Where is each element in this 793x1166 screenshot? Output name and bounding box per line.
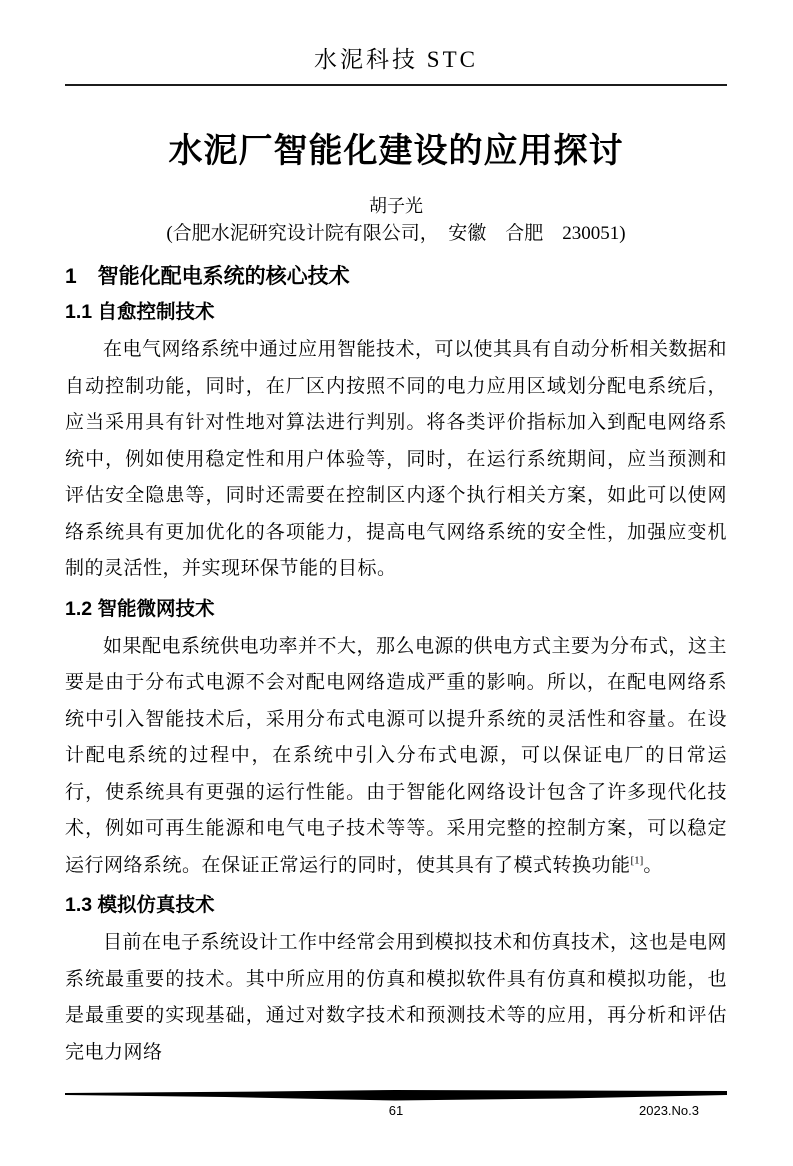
section-1-2-text: 如果配电系统供电功率并不大，那么电源的供电方式主要为分布式，这主要是由于分布式电源不会对配电网络造成严重的影响。所以，在配电网络系统中引入智能技术后，采用分布式电源可以提升系统的灵活性和容量。在设计配电系统的过程中，在系统中引入分布式电源，可以保证电厂的日常运行，使系统具有更强的运行性能。由于智能化网络设计包含了许多现代化技术，例如可再生能源和电气电子技术等等。采用完整的控制方案，可以稳定运行网络系统。在保证正常运行的同时，使其具有了模式转换功能 xyxy=(65,635,728,876)
section-1-3-paragraph: 目前在电子系统设计工作中经常会用到模拟技术和仿真技术，这也是电网系统最重要的技术。其中所应用的仿真和模拟软件具有仿真和模拟功能，也是最重要的实现基础，通过对数字技术和预测技术等的应用，再分析和评估完电力网络 xyxy=(65,932,728,1063)
issue-number: 2023.No.3 xyxy=(639,1103,699,1118)
article-title: 水泥厂智能化建设的应用探讨 xyxy=(168,132,624,170)
header-rule xyxy=(65,84,727,86)
section-1-2-heading: 1.2 智能微网技术 xyxy=(65,597,215,620)
running-header xyxy=(65,44,727,86)
section-1-1-paragraph: 在电气网络系统中通过应用智能技术，可以使其具有自动分析相关数据和自动控制功能，同时，在厂区内按照不同的电力应用区域划分配电系统后，应当采用具有针对性地对算法进行判别。将各类评价指标加入到配电网络系统中，例如使用稳定性和用户体验等，同时，在运行系统期间，应当预测和评估安全隐患等，同时还需要在控制区内逐个执行相关方案，如此可以使网络系统具有更加优化的各项能力，提高电气网络系统的安全性，加强应变机制的灵活性，并实现环保节能的目标。 xyxy=(65,339,728,579)
document-page xyxy=(0,44,793,1166)
author-affiliation: (合肥水泥研究设计院有限公司， 安徽 合肥 230051) xyxy=(166,223,626,244)
section-1-heading: 1 智能化配电系统的核心技术 xyxy=(65,265,350,288)
section-1-1-heading: 1.1 自愈控制技术 xyxy=(65,301,215,323)
section-1-2-text-end: 。 xyxy=(643,854,663,876)
journal-title: 水泥科技 STC xyxy=(314,47,478,72)
page-number: 61 xyxy=(388,1103,404,1118)
page-footer xyxy=(65,1090,727,1121)
reference-marker-1: [1] xyxy=(630,854,644,867)
section-1-2-paragraph xyxy=(65,629,727,885)
footer-rule xyxy=(65,1090,727,1102)
footer-row xyxy=(65,1103,727,1121)
author-name: 胡子光 xyxy=(369,196,423,216)
section-1-3-heading: 1.3 模拟仿真技术 xyxy=(65,894,215,916)
